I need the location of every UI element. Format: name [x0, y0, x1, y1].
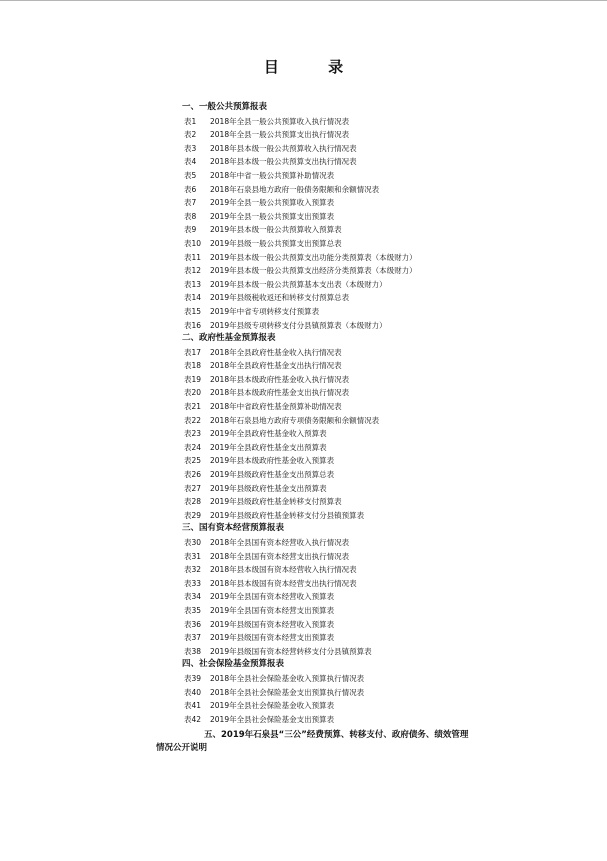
toc-entry-title: 2019年全县政府性基金支出预算表 [210, 442, 327, 452]
toc-entry-number: 表27 [184, 483, 202, 493]
toc-entry[interactable] [182, 183, 482, 197]
toc-entry[interactable] [182, 604, 482, 618]
toc-entry-title: 2019年县本级政府性基金收入预算表 [210, 456, 335, 466]
toc-entry-title: 2019年中省专项转移支付预算表 [210, 306, 320, 316]
toc-entry-number: 表3 [184, 143, 197, 153]
toc-entry-number: 表15 [184, 306, 202, 316]
toc-entry-title: 2019年全县社会保险基金支出预算表 [210, 714, 335, 724]
toc-entry-title: 2018年县本级一般公共预算收入执行情况表 [210, 143, 357, 153]
toc-entry-title: 2019年县级国有资本经营转移支付分县镇预算表 [210, 646, 372, 656]
toc-entry-number: 表1 [184, 116, 197, 126]
toc-entry-title: 2018年全县国有资本经营收入执行情况表 [210, 538, 350, 547]
toc-entry[interactable] [182, 400, 482, 414]
toc-entry[interactable] [182, 237, 482, 251]
toc-entry-title: 2018年全县政府性基金支出执行情况表 [210, 361, 342, 371]
toc-entry-number: 表30 [184, 538, 202, 547]
toc-entry[interactable] [182, 278, 482, 292]
toc-entry-number: 表16 [184, 320, 202, 330]
toc-entry-title: 2018年全县社会保险基金收入预算执行情况表 [210, 673, 365, 683]
toc-entry-title: 2019年县级一般公共预算支出预算总表 [210, 238, 342, 248]
toc-entry-title: 2018年石泉县地方政府专项债务限额和余额情况表 [210, 415, 380, 425]
toc-entry[interactable] [182, 319, 482, 333]
toc-entry-title: 2018年石泉县地方政府一般债务限额和余额情况表 [210, 184, 380, 194]
toc-entry[interactable] [182, 468, 482, 482]
final-note-line-1: 五、2019年石泉县“三公”经费预算、转移支付、政府债务、绩效管理 [204, 730, 469, 740]
toc-entry[interactable] [182, 386, 482, 400]
toc-entry-title: 2019年县本级一般公共预算基本支出表（本级财力） [210, 279, 387, 289]
toc-entry-title: 2019年全县一般公共预算收入预算表 [210, 198, 335, 208]
toc-entry-number: 表8 [184, 211, 197, 221]
toc-entry-title: 2018年县本级国有资本经营收入执行情况表 [210, 565, 357, 575]
toc-entry[interactable] [182, 618, 482, 632]
toc-entry-title: 2018年全县政府性基金收入执行情况表 [210, 347, 342, 357]
toc-entry-title: 2018年全县社会保险基金支出预算执行情况表 [210, 687, 365, 697]
section-heading[interactable]: 三、国有资本经营预算报表 [182, 523, 285, 534]
toc-entry-title: 2019年全县政府性基金收入预算表 [210, 429, 327, 439]
toc-entry-number: 表2 [184, 130, 197, 140]
toc-entry-title: 2018年县本级一般公共预算支出执行情况表 [210, 157, 357, 167]
toc-entry[interactable] [182, 631, 482, 645]
toc-entry[interactable] [182, 128, 482, 142]
toc-entry[interactable] [182, 251, 482, 265]
toc-entry-number: 表14 [184, 293, 202, 303]
toc-entry-title: 2018年中省一般公共预算补助情况表 [210, 170, 335, 180]
toc-entry[interactable] [182, 346, 482, 360]
toc-entry-number: 表21 [184, 402, 202, 412]
toc-entry-title: 2018年县本级政府性基金收入执行情况表 [210, 374, 350, 384]
toc-entry-number: 表41 [184, 701, 202, 711]
toc-entry-number: 表20 [184, 388, 202, 398]
section-heading[interactable]: 四、社会保险基金预算报表 [182, 659, 285, 670]
toc-entry-title: 2018年县本级国有资本经营支出执行情况表 [210, 578, 357, 588]
toc-entry-number: 表10 [184, 238, 202, 248]
toc-entry-number: 表4 [184, 157, 197, 167]
toc-entry-title: 2018年全县一般公共预算收入执行情况表 [210, 116, 350, 126]
toc-entry-title: 2019年全县一般公共预算支出预算表 [210, 211, 335, 221]
toc-entry[interactable] [182, 577, 482, 591]
toc-entry-number: 表28 [184, 497, 202, 507]
toc-entry[interactable] [182, 482, 482, 496]
toc-entry[interactable] [182, 536, 482, 550]
toc-entry-number: 表38 [184, 646, 202, 656]
toc-entry-number: 表7 [184, 198, 197, 208]
toc-entry[interactable] [182, 563, 482, 577]
toc-entry-number: 表6 [184, 184, 197, 194]
toc-entry-title: 2019年全县国有资本经营支出预算表 [210, 605, 335, 615]
toc-entry[interactable] [182, 454, 482, 468]
toc-entry-title: 2019年全县国有资本经营收入预算表 [210, 592, 335, 602]
toc-entry-number: 表11 [184, 252, 202, 262]
toc-entry-number: 表42 [184, 714, 202, 724]
toc-entry-number: 表25 [184, 456, 202, 466]
toc-entry[interactable] [182, 427, 482, 441]
toc-entry-title: 2019年县本级一般公共预算支出经济分类预算表（本级财力） [210, 266, 417, 276]
toc-entry[interactable] [182, 414, 482, 428]
toc-entry-number: 表23 [184, 429, 202, 439]
toc-entry-number: 表22 [184, 415, 202, 425]
toc-entry[interactable] [182, 509, 482, 523]
toc-entry-number: 表37 [184, 633, 202, 643]
toc-entry-title: 2019年县级国有资本经营收入预算表 [210, 619, 335, 629]
toc-entry[interactable] [182, 142, 482, 156]
toc-entry-title: 2019年县本级一般公共预算收入预算表 [210, 225, 342, 235]
toc-entry-title: 2019年县级政府性基金支出预算总表 [210, 470, 335, 480]
toc-entry[interactable] [182, 223, 482, 237]
toc-entry-title: 2019年县级政府性基金转移支付预算表 [210, 497, 342, 507]
toc-entry-number: 表5 [184, 170, 197, 180]
toc-entry-number: 表40 [184, 687, 202, 697]
final-section-note[interactable] [156, 729, 469, 755]
toc-entry-number: 表33 [184, 578, 202, 588]
toc-entry-number: 表19 [184, 374, 202, 384]
page-title: 目 录 [263, 58, 366, 76]
toc-entry[interactable] [182, 672, 482, 686]
toc-entry[interactable] [182, 264, 482, 278]
toc-entry-title: 2018年全县一般公共预算支出执行情况表 [210, 130, 350, 140]
toc-entry-number: 表17 [184, 347, 202, 357]
toc-entry-number: 表13 [184, 279, 202, 289]
toc-entry-number: 表29 [184, 510, 202, 520]
toc-entry[interactable] [182, 441, 482, 455]
toc-entry-title: 2018年中省政府性基金预算补助情况表 [210, 402, 342, 412]
toc-entry-number: 表32 [184, 565, 202, 575]
toc-entry-title: 2019年县级专项转移支付分县镇预算表（本级财力） [210, 320, 387, 330]
toc-entry[interactable] [182, 590, 482, 604]
toc-entry-number: 表36 [184, 619, 202, 629]
toc-entry[interactable] [182, 155, 482, 169]
section-heading[interactable]: 一、一般公共预算报表 [182, 102, 268, 112]
toc-entry[interactable] [182, 169, 482, 183]
toc-entry[interactable] [182, 373, 482, 387]
toc-entry-title: 2018年全县国有资本经营支出执行情况表 [210, 551, 350, 561]
toc-entry-number: 表31 [184, 551, 202, 561]
toc-entry[interactable] [182, 699, 482, 713]
toc-entry-number: 表9 [184, 225, 197, 235]
toc-entry-number: 表24 [184, 442, 202, 452]
toc-entry[interactable] [182, 359, 482, 373]
toc-entry[interactable] [182, 713, 482, 727]
toc-entry-title: 2019年全县社会保险基金收入预算表 [210, 701, 335, 711]
toc-entry[interactable] [182, 196, 482, 210]
toc-entry[interactable] [182, 291, 482, 305]
section-heading[interactable]: 二、政府性基金预算报表 [182, 333, 276, 344]
toc-entry-number: 表34 [184, 592, 202, 602]
toc-entry[interactable] [182, 115, 482, 129]
table-of-contents [182, 101, 482, 726]
toc-entry-title: 2019年县级税收返还和转移支付预算总表 [210, 293, 350, 303]
toc-entry[interactable] [182, 210, 482, 224]
toc-entry-number: 表26 [184, 470, 202, 480]
toc-entry-title: 2019年县本级一般公共预算支出功能分类预算表（本级财力） [210, 252, 417, 262]
toc-entry[interactable] [182, 305, 482, 319]
toc-entry[interactable] [182, 495, 482, 509]
toc-entry[interactable] [182, 645, 482, 659]
toc-entry-number: 表12 [184, 266, 202, 276]
toc-entry-title: 2019年县级政府性基金转移支付分县镇预算表 [210, 510, 365, 520]
final-note-line-2: 情况公开说明 [156, 743, 208, 753]
toc-entry-title: 2019年县级政府性基金支出预算表 [210, 483, 327, 493]
toc-entry[interactable] [182, 550, 482, 564]
toc-entry-title: 2018年县本级政府性基金支出执行情况表 [210, 388, 350, 398]
toc-entry-number: 表35 [184, 605, 202, 615]
toc-entry-number: 表39 [184, 673, 202, 683]
toc-entry[interactable] [182, 686, 482, 700]
toc-entry-number: 表18 [184, 361, 202, 371]
toc-entry-title: 2019年县级国有资本经营支出预算表 [210, 633, 335, 643]
